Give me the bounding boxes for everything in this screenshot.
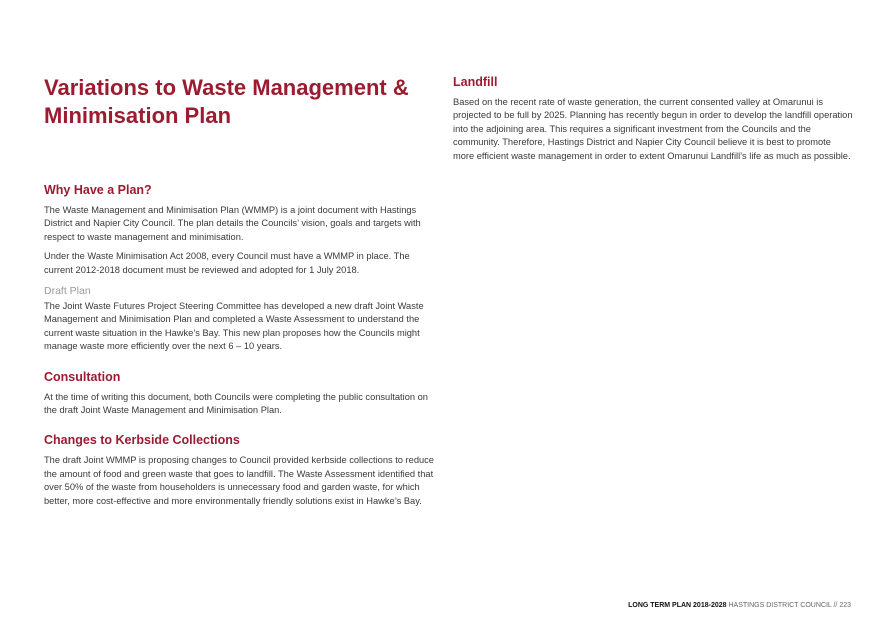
page-title: Variations to Waste Management & Minimisation Plan <box>44 75 409 128</box>
kerbside-heading: Changes to Kerbside Collections <box>44 433 240 448</box>
kerbside-paragraph: The draft Joint WMMP is proposing changes to Council provided kerbside collections to reduce the amount of food and green waste that goes to landfill. The Waste Assessment identified that over 50% of the waste from householders is unnecessary food and garden waste, for which better, more cost-effective and more environmentally friendly solutions exist in Hawke’s Bay. <box>44 455 434 506</box>
landfill-heading: Landfill <box>453 75 498 89</box>
why-heading: Why Have a Plan? <box>44 183 152 197</box>
draft-plan-heading: Draft Plan <box>44 285 91 298</box>
page-footer <box>628 602 851 609</box>
left-column <box>44 74 434 508</box>
why-paragraph-2: Under the Waste Minimisation Act 2008, every Council must have a WMMP in place. The current 2012-2018 document must be reviewed and adopted for 1 July 2018. <box>44 251 410 275</box>
draft-plan-paragraph: The Joint Waste Futures Project Steering Committee has developed a new draft Joint Waste Management and Minimisation Plan and completed a Waste Assessment to understand the current waste situation in the Hawke’s Bay. This new plan proposes how the Councils might manage waste more efficiently over the next 6 – 10 years. <box>44 301 424 352</box>
landfill-paragraph: Based on the recent rate of waste generation, the current consented valley at Omarunui is projected to be full by 2025. Planning has recently begun in order to develop the landfill operation into the adjoining area. This requires a significant investment from the Councils and the community. Therefore, Hastings District and Napier City Council believe it is best to promote more efficient waste management in order to extent Omarunui Landfill’s life as much as possible. <box>453 97 853 161</box>
consultation-paragraph: At the time of writing this document, both Councils were completing the public consultation on the draft Joint Waste Management and Minimisation Plan. <box>44 391 428 416</box>
footer-plan-label: LONG TERM PLAN 2018-2028 <box>628 602 727 609</box>
footer-council-page: HASTINGS DISTRICT COUNCIL // 223 <box>728 602 851 609</box>
why-paragraph-1: The Waste Management and Minimisation Plan (WMMP) is a joint document with Hastings District and Napier City Council. The plan details the Councils’ vision, goals and targets with respect to waste management and minimisation. <box>44 205 421 242</box>
right-column <box>453 74 853 163</box>
consultation-heading: Consultation <box>44 369 121 384</box>
